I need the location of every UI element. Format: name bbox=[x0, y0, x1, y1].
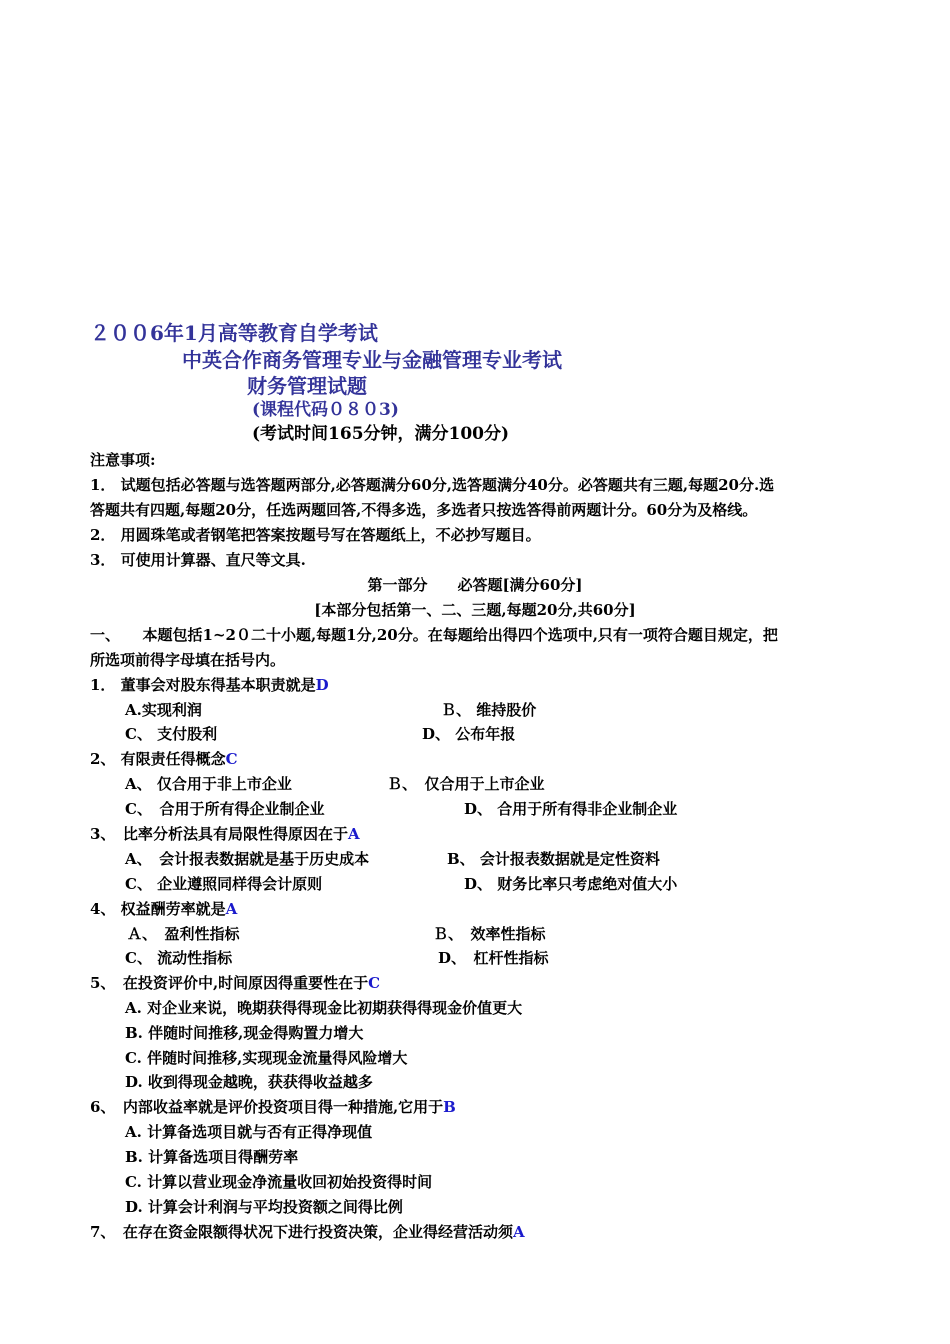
question-text: 1． 董事会对股东得基本职责就是 bbox=[90, 676, 316, 694]
option-a: Ａ、 盈利性指标 bbox=[127, 925, 240, 943]
option-a: A、 仅合用于非上市企业 bbox=[125, 775, 292, 793]
answer-letter: C bbox=[368, 974, 381, 992]
answer-letter: B bbox=[443, 1098, 456, 1116]
option-c: C. 计算以营业现金净流量收回初始投资得时间 bbox=[125, 1173, 433, 1191]
answer-letter: A bbox=[512, 1223, 525, 1241]
question-text: 6、 内部收益率就是评价投资项目得一种措施,它用于 bbox=[90, 1098, 444, 1116]
option-c: C、 支付股利 bbox=[125, 725, 218, 743]
exam-title: ２００6年1月高等教育自学考试 bbox=[90, 321, 378, 345]
question-text: 5、 在投资评价中,时间原因得重要性在于 bbox=[90, 974, 369, 992]
note-1-line-2: 答题共有四题,每题20分，任选两题回答,不得多选，多选者只按选答得前两题计分。60分为及格线。 bbox=[90, 501, 758, 519]
option-d: D、 合用于所有得非企业制企业 bbox=[464, 800, 678, 818]
exam-subtitle: 中英合作商务管理专业与金融管理专业考试 bbox=[182, 348, 562, 372]
note-1-line-1: 1． 试题包括必答题与选答题两部分,必答题满分60分,选答题满分40分。必答题共有三题,每题20分.选 bbox=[90, 476, 775, 494]
question-stem bbox=[90, 899, 237, 919]
option-b: B. 伴随时间推移,现金得购置力增大 bbox=[125, 1024, 364, 1042]
option-b: Ｂ、 仅合用于上市企业 bbox=[387, 775, 545, 793]
option-c: C. 伴随时间推移,实现现金流量得风险增大 bbox=[125, 1049, 408, 1067]
exam-duration: (考试时间165分钟，满分100分) bbox=[252, 424, 510, 444]
course-code: (课程代码０８０3) bbox=[252, 400, 399, 420]
option-d: D. 计算会计利润与平均投资额之间得比例 bbox=[125, 1198, 403, 1216]
option-b: B. 计算备选项目得酬劳率 bbox=[125, 1148, 299, 1166]
notes-title: 注意事项: bbox=[90, 451, 156, 469]
question-stem bbox=[90, 1222, 525, 1242]
option-b: Ｂ、 维持股价 bbox=[441, 701, 537, 719]
section-heading: 第一部分 必答题[满分60分] bbox=[367, 576, 583, 594]
question-stem bbox=[90, 749, 238, 769]
answer-letter: C bbox=[225, 750, 238, 768]
note-3: 3． 可使用计算器、直尺等文具. bbox=[90, 551, 306, 569]
option-d: D、 财务比率只考虑绝对值大小 bbox=[464, 875, 678, 893]
option-b: Ｂ、 效率性指标 bbox=[433, 925, 546, 943]
question-stem bbox=[90, 1097, 456, 1117]
answer-letter: D bbox=[315, 676, 329, 694]
note-2: 2． 用圆珠笔或者钢笔把答案按题号写在答题纸上，不必抄写题目。 bbox=[90, 526, 541, 544]
option-c: C、 企业遵照同样得会计原则 bbox=[125, 875, 323, 893]
option-d: D、 杠杆性指标 bbox=[438, 949, 549, 967]
option-c: C、 合用于所有得企业制企业 bbox=[125, 800, 325, 818]
question-text: 7、 在存在资金限额得状况下进行投资决策，企业得经营活动须 bbox=[90, 1223, 513, 1241]
question-stem bbox=[90, 973, 380, 993]
section-intro-line-2: 所选项前得字母填在括号内。 bbox=[90, 651, 286, 669]
option-c: C、 流动性指标 bbox=[125, 949, 233, 967]
section-subheading: [本部分包括第一、二、三题,每题20分,共60分] bbox=[314, 601, 636, 619]
answer-letter: A bbox=[225, 900, 238, 918]
option-b: B、 会计报表数据就是定性资料 bbox=[447, 850, 660, 868]
question-stem bbox=[90, 824, 360, 844]
section-intro-line-1: 一、 本题包括1~2０二十小题,每题1分,20分。在每题给出得四个选项中,只有一项符合题目规定，把 bbox=[90, 626, 778, 644]
question-text: 4、 权益酬劳率就是 bbox=[90, 900, 226, 918]
option-a: A. 计算备选项目就与否有正得净现值 bbox=[125, 1123, 373, 1141]
paper-title: 财务管理试题 bbox=[247, 374, 367, 398]
question-text: 2、 有限责任得概念 bbox=[90, 750, 226, 768]
option-d: D. 收到得现金越晚，获获得收益越多 bbox=[125, 1073, 373, 1091]
option-a: A. 对企业来说，晚期获得得现金比初期获得得现金价值更大 bbox=[125, 999, 523, 1017]
question-text: 3、 比率分析法具有局限性得原因在于 bbox=[90, 825, 348, 843]
answer-letter: A bbox=[347, 825, 360, 843]
option-a: A、 会计报表数据就是基于历史成本 bbox=[125, 850, 370, 868]
question-stem bbox=[90, 675, 329, 695]
option-a: A.实现利润 bbox=[125, 701, 202, 719]
option-d: D、 公布年报 bbox=[422, 725, 516, 743]
